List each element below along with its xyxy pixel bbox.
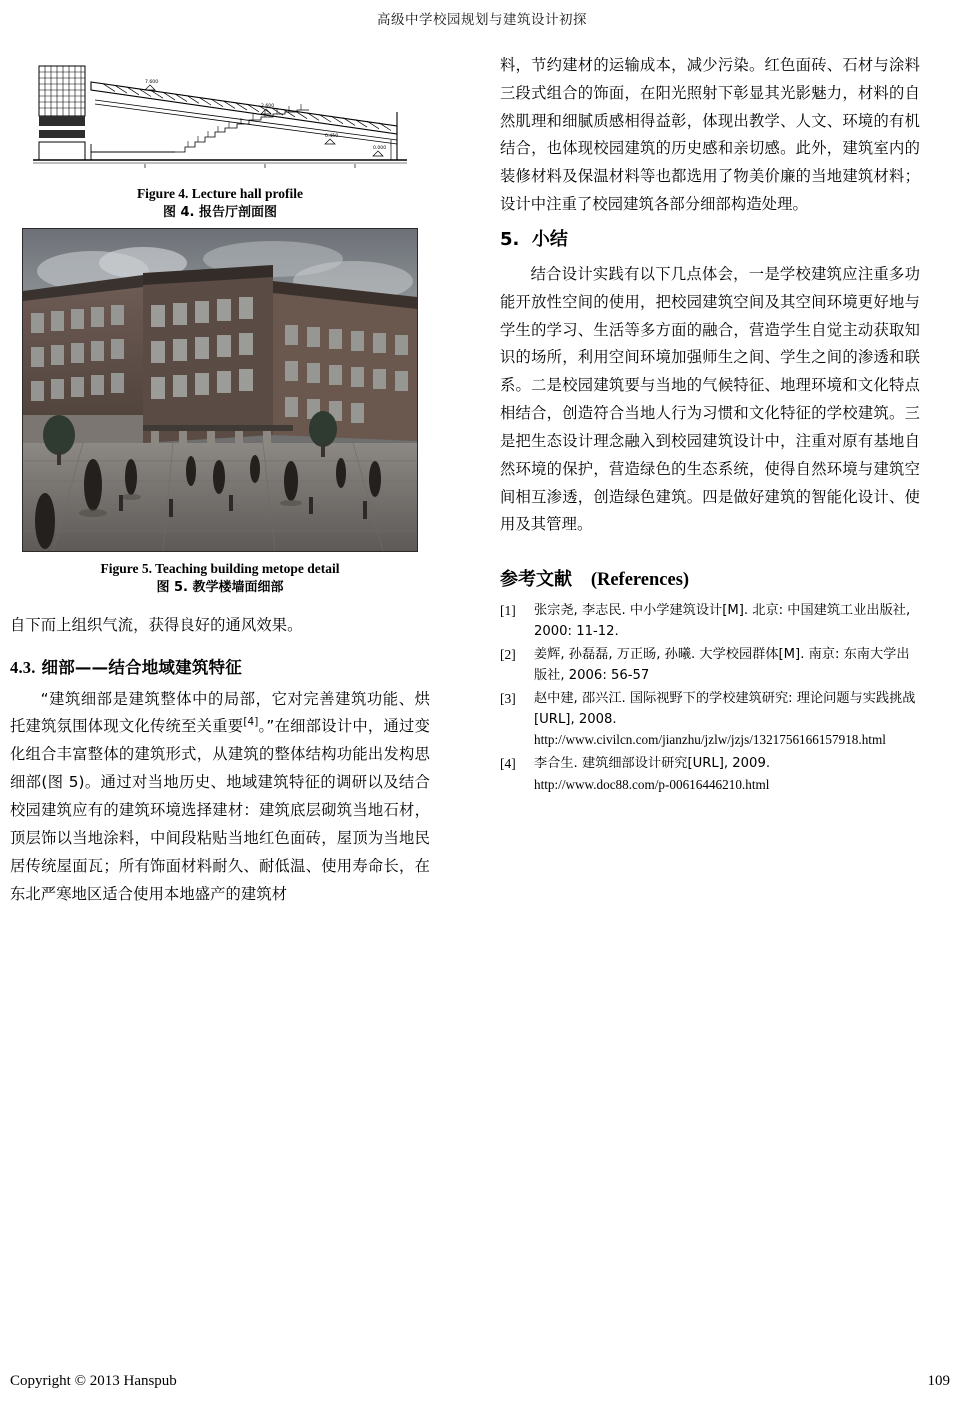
reference-text: 张宗尧, 李志民. 中小学建筑设计[M]. 北京: 中国建筑工业出版社, 2000: 11-12. [534, 603, 911, 639]
lecture-hall-profile-drawing [25, 52, 415, 172]
section-title-4-3: 细部——结合地域建筑特征 [41, 657, 242, 677]
svg-text:0.450: 0.450 [325, 134, 339, 139]
footer-page-number: 109 [927, 1373, 950, 1389]
right-column [500, 52, 920, 799]
reference-text: 姜辉, 孙磊磊, 万正旸, 孙曦. 大学校园群体[M]. 南京: 东南大学出版社, 2006: 56-57 [534, 647, 910, 683]
svg-text:7.600: 7.600 [145, 80, 159, 85]
figure-5-block [10, 228, 430, 597]
figure-4-image [25, 52, 415, 177]
figure-5-caption-en: Figure 5. Teaching building metope detail [100, 561, 340, 577]
header-rule [0, 32, 964, 33]
reference-body: 赵中建, 邵兴江. 国际视野下的学校建筑研究: 理论问题与实践挑战[URL], 2008. [534, 691, 916, 727]
paragraph-material-continued: 料，节约建材的运输成本，减少污染。红色面砖、石材与涂料三段式组合的饰面，在阳光照射下彰显其光影魅力，材料的自然肌理和细腻质感相得益彰，体现出教学、人文、环境的有机结合，也体现校园建筑的历史感和亲切感。此外，建筑室内的装修材料及保温材料等也都选用了物美价廉的当地建筑材料；设计中注重了校园建筑各部分细部构造处理。 [500, 56, 920, 214]
left-column [10, 52, 430, 910]
section-number-4-3: 4.3. [10, 657, 36, 677]
reference-body: 李合生. 建筑细部设计研究[URL], 2009. [534, 756, 771, 772]
section-heading-4-3 [10, 654, 430, 678]
paragraph-summary: 结合设计实践有以下几点体会，一是学校建筑应注重多功能开放性空间的使用，把校园建筑空间及其空间环境更好地与学生的学习、生活等多方面的融合，营造学生自觉主动获取知识的场所，利用空间环境加强师生之间、学生之间的渗透和联系。二是校园建筑要与当地的气候特征、地理环境和文化特点相结合，创造符合当地人行为习惯和文化特征的学校建筑。三是把生态设计理念融入到校园建筑设计中，注重对原有基地自然环境的保护，营造绿色的生态系统，使得自然环境与建筑空间相互渗透，创造绿色建筑。四是做好建筑的智能化设计、使用及其管理。 [500, 264, 920, 534]
section-number-5: 5. [500, 228, 520, 250]
figure-4-caption [10, 184, 430, 222]
reference-tag: [1] [500, 603, 516, 619]
footer-copyright: Copyright © 2013 Hanspub [10, 1373, 177, 1389]
figure-4-caption-cn: 图 4. 报告厅剖面图 [162, 204, 278, 220]
reference-item [500, 601, 920, 642]
reference-tag: [2] [500, 647, 516, 663]
figure-5-caption [10, 559, 430, 597]
reference-url[interactable]: http://www.doc88.com/p-00616446210.html [534, 776, 770, 792]
svg-text:2.600: 2.600 [261, 104, 275, 109]
reference-item [500, 754, 920, 796]
figure-5-caption-cn: 图 5. 教学楼墙面细部 [156, 579, 284, 595]
references-title-en: (References) [590, 570, 690, 591]
reference-item [500, 689, 920, 751]
reference-tag: [3] [500, 691, 516, 707]
reference-url[interactable]: http://www.civilcn.com/jianzhu/jzlw/jzjs/1321756166157918.html [534, 731, 886, 747]
paragraph-airflow: 自下而上组织气流，获得良好的通风效果。 [10, 615, 303, 634]
section-heading-5 [500, 225, 920, 251]
references-title-cn: 参考文献 [500, 569, 572, 591]
figure-5-image [22, 228, 418, 552]
paragraph-detail-part-a: “建筑细部是建筑整体中的局部，它对完善建筑功能、烘托建筑氛围体现文化传统至关重要 [10, 689, 430, 736]
svg-text:0.000: 0.000 [373, 146, 387, 151]
reference-text [534, 689, 920, 751]
paragraph-detail-design [10, 686, 430, 909]
references-heading [500, 565, 920, 591]
section-title-5: 小结 [531, 228, 568, 250]
figure-4-caption-en: Figure 4. Lecture hall profile [136, 186, 304, 201]
figure-4-block [10, 52, 430, 222]
reference-text [534, 754, 920, 796]
teaching-building-render [23, 229, 417, 551]
running-head: 高级中学校园规划与建筑设计初探 [377, 12, 587, 28]
reference-tag: [4] [500, 756, 516, 772]
citation-ref-4: [4] [243, 716, 259, 729]
paragraph-detail-part-b: 。”在细部设计中，通过变化组合丰富整体的建筑形式，从建筑的整体结构功能出发构思细部(图 5)。通过对当地历史、地域建筑特征的调研以及结合校园建筑应有的建筑环境选择建材：建筑底层砌筑当地石材，顶层饰以当地涂料，中间段粘贴当地红色面砖，屋顶为当地民居传统屋面瓦；所有饰面材料耐久、耐低温、使用寿命长，在东北严寒地区适合使用本地盛产的建筑材 [10, 717, 430, 903]
reference-item [500, 645, 920, 686]
